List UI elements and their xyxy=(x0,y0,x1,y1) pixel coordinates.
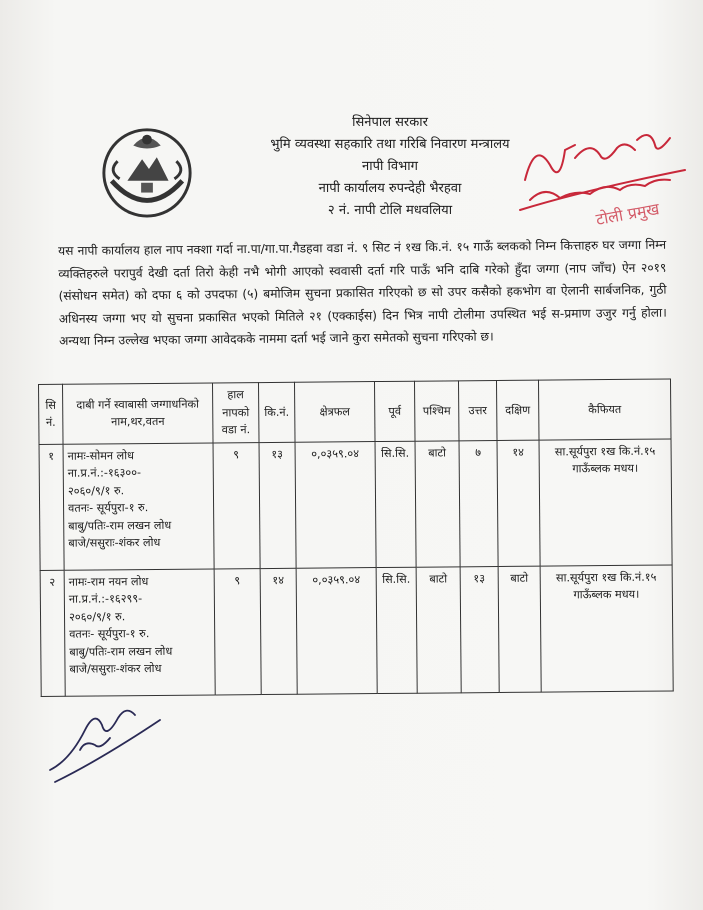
table-row xyxy=(39,438,672,570)
row-east: सि.सि. xyxy=(376,567,417,693)
claimant-grandfather: बाजे/ससुराः-शंकर लोध xyxy=(68,535,161,550)
row-remarks: सा.सूर्यपुरा १ख कि.नं.१५ गाऊँब्लक मधय। xyxy=(540,564,673,691)
row-ward: ९ xyxy=(214,568,261,694)
col-east: पूर्व xyxy=(374,381,415,441)
table-header-row xyxy=(39,379,671,444)
handwritten-signature xyxy=(40,690,170,790)
row-south: १४ xyxy=(497,440,540,566)
header-office: नापी कार्यालय रुपन्देही भैरहवा xyxy=(318,181,462,196)
claimant-table xyxy=(38,378,674,696)
col-north: उत्तर xyxy=(458,380,497,440)
header-department: नापी विभाग xyxy=(362,159,418,174)
row-north: १३ xyxy=(460,566,499,692)
row-north: ७ xyxy=(459,440,498,566)
claimant-citizenship: ना.प्र.नं.:-१६३००- xyxy=(67,466,142,480)
official-stamp-signature xyxy=(505,110,695,240)
claimant-father: बाबु/पतिः-राम लखन लोध xyxy=(69,644,173,659)
row-claimant xyxy=(64,568,215,695)
row-west: बाटो xyxy=(415,440,460,566)
claimant-father: बाबु/पतिः-राम लखन लोध xyxy=(68,518,172,533)
col-area: क्षेत्रफल xyxy=(294,382,375,442)
claimant-name: नामः-राम नयन लोध xyxy=(68,574,149,589)
header-government: सिनेपाल सरकार xyxy=(352,115,428,130)
row-south: बाटो xyxy=(498,566,541,692)
col-ward: हाल नापको वडा नं. xyxy=(212,383,259,443)
claimant-citizenship: ना.प्र.नं.:-१६२९९- xyxy=(68,592,143,606)
col-remarks: कैफियत xyxy=(538,379,671,440)
row-west: बाटो xyxy=(416,566,461,692)
header-ministry: भुमि व्यवस्था सहकारि तथा गरिबि निवारण मन्त्रालय xyxy=(270,137,510,152)
row-plot: १४ xyxy=(260,568,297,694)
claimant-address: वतनः- सूर्यपुरा-१ रु. xyxy=(69,627,150,641)
col-claimant: दाबी गर्ने स्वाबासी जग्गाधनिको नाम,थर,वतन xyxy=(63,383,214,444)
table-row xyxy=(40,564,673,696)
row-east: सि.सि. xyxy=(375,441,416,567)
row-area: ०,०३५९.०४ xyxy=(296,567,377,694)
claimant-name: नामः-सोमन लोध xyxy=(67,448,135,463)
claimant-grandfather: बाजे/ससुराः-शंकर लोध xyxy=(69,661,162,676)
col-plot: कि.नं. xyxy=(258,382,295,442)
nepal-emblem-icon xyxy=(98,122,196,220)
row-plot: १३ xyxy=(259,442,296,568)
row-remarks: सा.सूर्यपुरा १ख कि.नं.१५ गाऊँब्लक मधय। xyxy=(539,438,672,565)
row-claimant xyxy=(63,442,214,569)
claimant-date: २०६०/९/१ रु. xyxy=(68,609,126,624)
row-sn: २ xyxy=(40,570,65,696)
claimant-address: वतनः- सूर्यपुरा-१ रु. xyxy=(68,501,149,515)
stamp-text: टोली प्रमुख xyxy=(594,199,661,229)
row-area: ०,०३५९.०४ xyxy=(295,441,376,568)
header-team: २ नं. नापी टोलि मधवलिया xyxy=(327,203,453,218)
claimant-date: २०६०/९/१ रु. xyxy=(67,483,125,498)
row-ward: ९ xyxy=(213,442,260,568)
row-sn: १ xyxy=(39,444,64,570)
col-west: पश्चिम xyxy=(414,381,459,441)
notice-paragraph: यस नापी कार्यालय हाल नाप नक्शा गर्दा ना.पा/गा.पा.गैडहवा वडा नं. ९ सिट नं १ख कि.नं. १५ गाऊँ ब्लकको निम्न कित्ताहरु घर जग्गा निम्न व्यक्तिहरुले परापुर्व देखी दर्ता तिरो केही नभै भोगी आएको स्ववासी दर्ता गरि पाऊँ भनि दाबि गरेको हुँदा जग्गा (नाप जाँच) ऐन २०१९ (संसोधन समेत) को दफा ६ को उपदफा (५) बमोजिम सुचना प्रकासित गरिएको छ सो उपर कसैको हकभोग वा ऐलानी सार्बजनिक, गुठी अधिनस्य जग्गा भए यो सुचना प्रकासित भएको मितिले २१ (एक्काईस) दिन भित्र नापी टोलीमा उपस्थित भई स-प्रमाण उजुर गर्नु होला। अन्यथा निम्न उल्लेख भएका जग्गा आवेदकके नाममा दर्ता भई जाने कुरा समेतको सुचना गरिएको छ। xyxy=(58,237,667,348)
col-sn: सि नं. xyxy=(39,384,64,444)
col-south: दक्षिण xyxy=(496,380,539,440)
